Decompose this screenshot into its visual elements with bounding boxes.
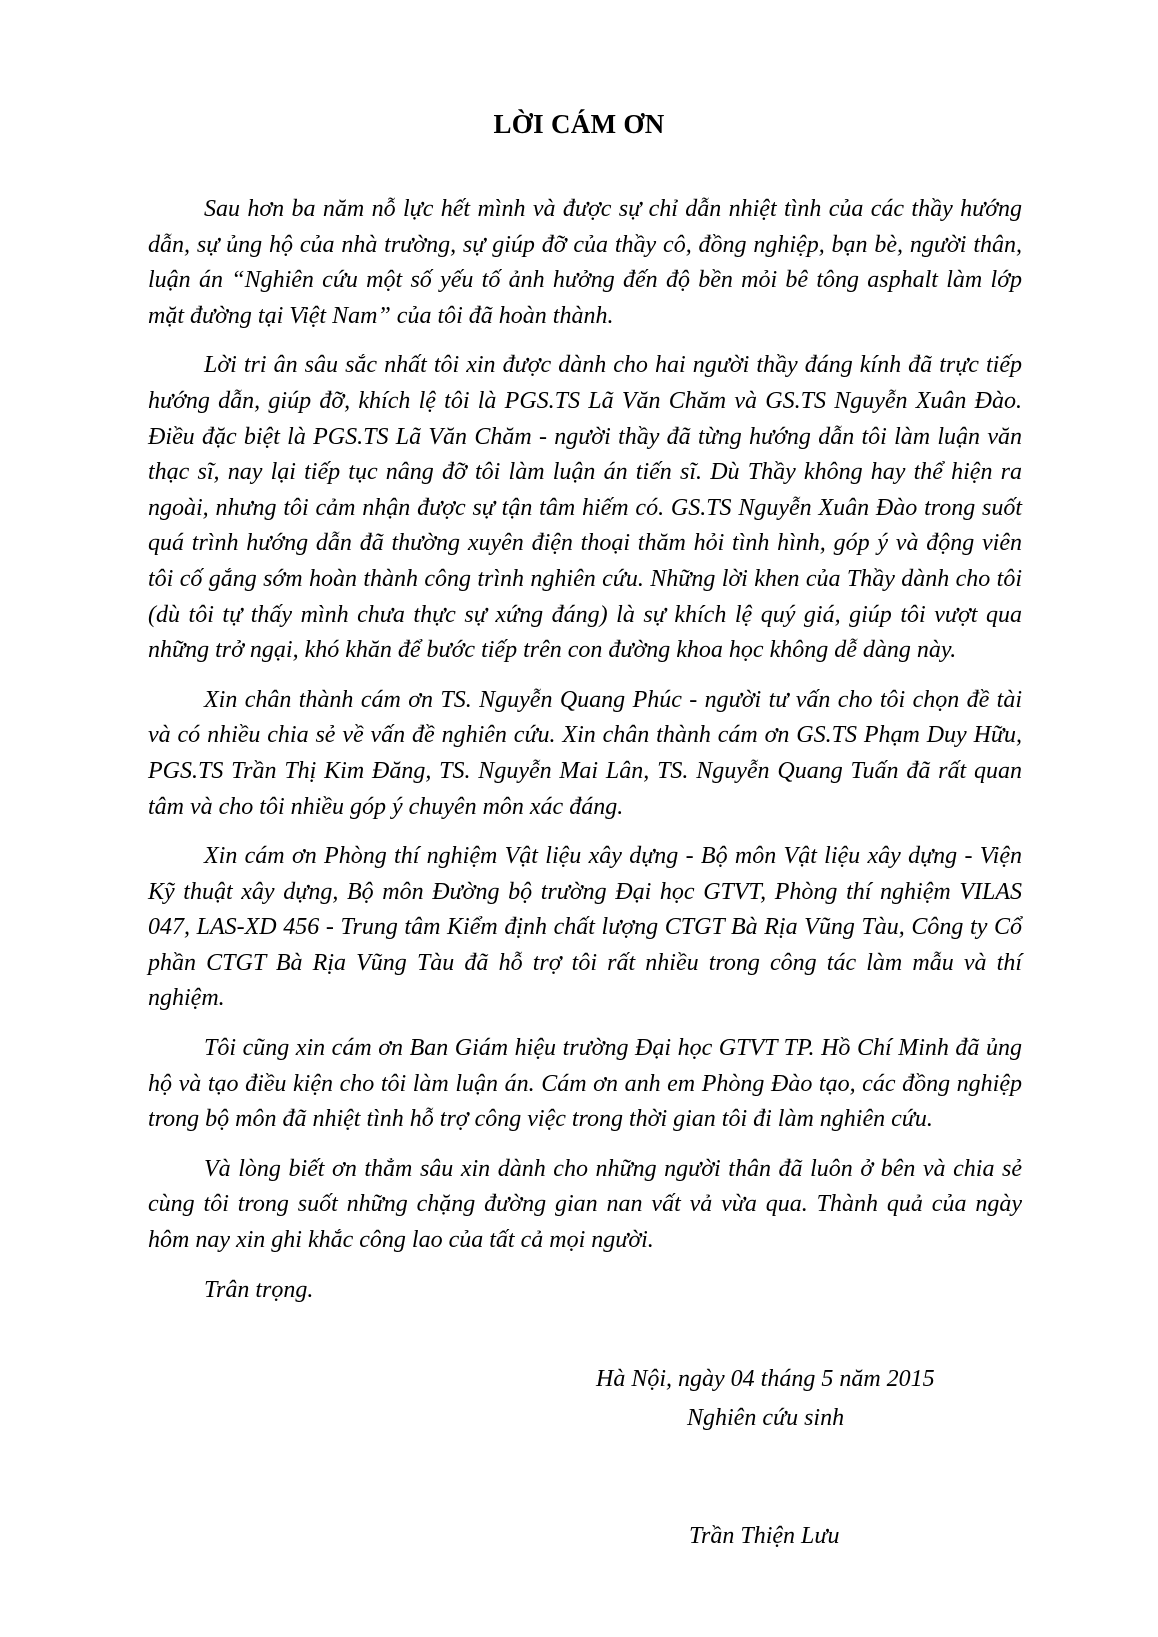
paragraph-laboratories: Xin cám ơn Phòng thí nghiệm Vật liệu xây dựng - Bộ môn Vật liệu xây dựng - Viện Kỹ thuật xây dựng, Bộ môn Đường bộ trường Đại học GTVT, Phòng thí nghiệm VILAS 047, LAS-XD 456 - Trung tâm Kiểm định chất lượng CTGT Bà Rịa Vũng Tàu, Công ty Cổ phần CTGT Bà Rịa Vũng Tàu đã hỗ trợ tôi rất nhiều trong công tác làm mẫu và thí nghiệm. bbox=[148, 843, 1022, 1012]
author-name: Trần Thiện Lưu bbox=[689, 1523, 840, 1549]
paragraph-family: Và lòng biết ơn thẳm sâu xin dành cho những người thân đã luôn ở bên và chia sẻ cùng tôi trong suốt những chặng đường gian nan vất vả vừa qua. Thành quả của ngày hôm nay xin ghi khắc công lao của tất cả mọi người. bbox=[148, 1155, 1022, 1254]
author-role: Nghiên cứu sinh bbox=[687, 1405, 845, 1431]
place-date: Hà Nội, ngày 04 tháng 5 năm 2015 bbox=[596, 1366, 935, 1392]
paragraph-consultants: Xin chân thành cám ơn TS. Nguyễn Quang Phúc - người tư vấn cho tôi chọn đề tài và có nhiều chia sẻ về vấn đề nghiên cứu. Xin chân thành cám ơn GS.TS Phạm Duy Hữu, PGS.TS Trần Thị Kim Đăng, TS. Nguyễn Mai Lân, TS. Nguyễn Quang Tuấn đã rất quan tâm và cho tôi nhiều góp ý chuyên môn xác đáng. bbox=[148, 686, 1022, 820]
closing-salutation: Trân trọng. bbox=[204, 1276, 314, 1303]
paragraph-intro: Sau hơn ba năm nỗ lực hết mình và được sự chỉ dẫn nhiệt tình của các thầy hướng dẫn, sự ủng hộ của nhà trường, sự giúp đỡ của thầy cô, đồng nghiệp, bạn bè, người thân, luận án “Nghiên cứu một số yếu tố ảnh hưởng đến độ bền mỏi bê tông asphalt làm lớp mặt đường tại Việt Nam” của tôi đã hoàn thành. bbox=[148, 196, 1022, 329]
paragraph-advisors: Lời tri ân sâu sắc nhất tôi xin được dành cho hai người thầy đáng kính đã trực tiếp hướng dẫn, giúp đỡ, khích lệ tôi là PGS.TS Lã Văn Chăm và GS.TS Nguyễn Xuân Đào. Điều đặc biệt là PGS.TS Lã Văn Chăm - người thầy đã từng hướng dẫn tôi làm luận văn thạc sĩ, nay lại tiếp tục nâng đỡ tôi làm luận án tiến sĩ. Dù Thầy không hay thể hiện ra ngoài, nhưng tôi cảm nhận được sự tận tâm hiếm có. GS.TS Nguyễn Xuân Đào trong suốt quá trình hướng dẫn đã thường xuyên điện thoại thăm hỏi tình hình, góp ý và động viên tôi cố gắng sớm hoàn thành công trình nghiên cứu. Những lời khen của Thầy dành cho tôi (dù tôi tự thấy mình chưa thực sự xứng đáng) là sự khích lệ quý giá, giúp tôi vượt qua những trở ngại, khó khăn để bước tiếp trên con đường khoa học không dễ dàng này. bbox=[148, 352, 1022, 664]
page-title: LỜI CÁM ƠN bbox=[493, 109, 665, 139]
paragraph-university: Tôi cũng xin cám ơn Ban Giám hiệu trường Đại học GTVT TP. Hồ Chí Minh đã ủng hộ và tạo điều kiện cho tôi làm luận án. Cám ơn anh em Phòng Đào tạo, các đồng nghiệp trong bộ môn đã nhiệt tình hỗ trợ công việc trong thời gian tôi đi làm nghiên cứu. bbox=[148, 1035, 1022, 1133]
acknowledgement-body bbox=[148, 192, 1022, 1308]
